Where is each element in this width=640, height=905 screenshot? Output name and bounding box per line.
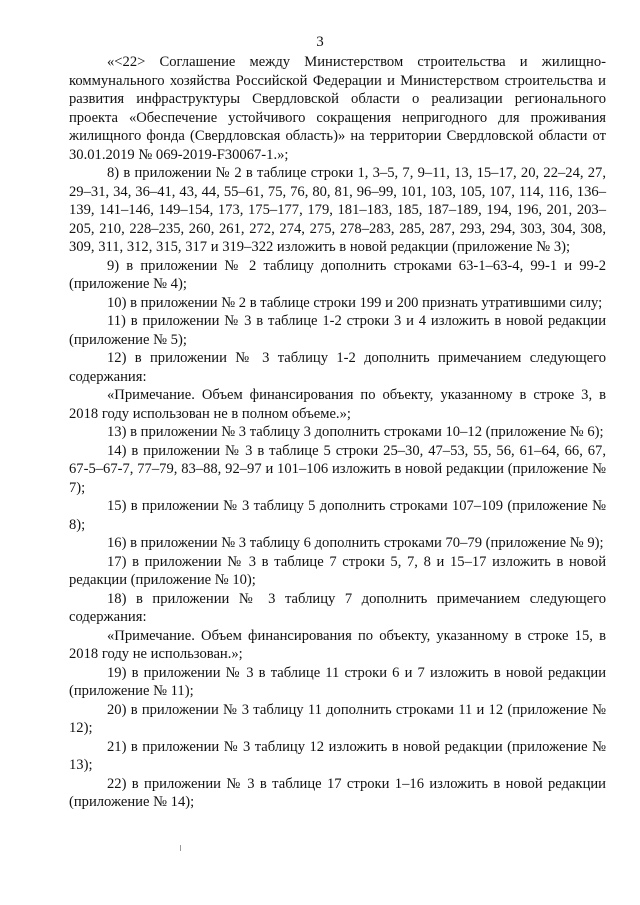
scan-artifact	[180, 845, 181, 851]
paragraph-item-19: 19) в приложении № 3 в таблице 11 строки 6 и 7 изложить в новой редакции (приложение № 11);	[69, 664, 606, 699]
paragraph-item-15: 15) в приложении № 3 таблицу 5 дополнить строками 107–109 (приложение № 8);	[69, 498, 606, 533]
paragraph-item-12: 12) в приложении № 3 таблицу 1-2 дополнить примечанием следующего содержания:	[69, 350, 606, 385]
paragraph-note-2: «Примечание. Объем финансирования по объекту, указанному в строке 15, в 2018 году не использован.»;	[69, 627, 606, 662]
paragraph-item-17: 17) в приложении № 3 в таблице 7 строки 5, 7, 8 и 15–17 изложить в новой редакции (приложение № 10);	[69, 553, 606, 588]
paragraph-item-20: 20) в приложении № 3 таблицу 11 дополнить строками 11 и 12 (приложение № 12);	[69, 701, 606, 736]
paragraph-item-10: 10) в приложении № 2 в таблице строки 199 и 200 признать утратившими силу;	[107, 294, 603, 311]
paragraph-item-18: 18) в приложении № 3 таблицу 7 дополнить примечанием следующего содержания:	[69, 590, 606, 625]
document-body	[69, 53, 606, 812]
paragraph-item-21: 21) в приложении № 3 таблицу 12 изложить в новой редакции (приложение № 13);	[69, 738, 606, 773]
paragraph-item-16: 16) в приложении № 3 таблицу 6 дополнить строками 70–79 (приложение № 9);	[107, 535, 604, 551]
paragraph-item-8: 8) в приложении № 2 в таблице строки 1, 3–5, 7, 9–11, 13, 15–17, 20, 22–24, 27, 29–31, 34, 36–41, 43, 44, 55–61, 75, 76, 80, 81, 96–99, 101, 103, 105, 107, 114, 116, 136–139, 141–146, 149–154, 173, 175–177, 179, 181–183, 185, 187–189, 194, 196, 201, 203–205, 210, 228–235, 260, 261, 272, 274, 275, 278–283, 285, 287, 293, 294, 303, 304, 308, 309, 311, 312, 315, 317 и 319–322 изложить в новой редакции (приложение № 3);	[69, 165, 606, 255]
paragraph-note-1: «Примечание. Объем финансирования по объекту, указанному в строке 3, в 2018 году использован не в полном объеме.»;	[69, 387, 606, 422]
paragraph-item-11: 11) в приложении № 3 в таблице 1-2 строки 3 и 4 изложить в новой редакции (приложение № 5);	[69, 313, 606, 348]
page-number: 3	[316, 34, 324, 50]
paragraph-item-22: 22) в приложении № 3 в таблице 17 строки 1–16 изложить в новой редакции (приложение № 14);	[69, 775, 606, 810]
paragraph-item-9: 9) в приложении № 2 таблицу дополнить строками 63-1–63-4, 99-1 и 99-2 (приложение № 4);	[69, 257, 606, 292]
paragraph-item-13: 13) в приложении № 3 таблицу 3 дополнить строками 10–12 (приложение № 6);	[107, 424, 604, 440]
paragraph-item-14: 14) в приложении № 3 в таблице 5 строки 25–30, 47–53, 55, 56, 61–64, 66, 67, 67-5–67-7, 77–79, 83–88, 92–97 и 101–106 изложить в новой редакции (приложение № 7);	[69, 442, 606, 496]
paragraph-agreement-footnote: «<22> Соглашение между Министерством строительства и жилищно-коммунального хозяйства Российской Федерации и Министерством строительства и развития инфраструктуры Свердловской области о реализации регионального проекта «Обеспечение устойчивого сокращения непригодного для проживания жилищного фонда (Свердловская область)» на территории Свердловской области от 30.01.2019 № 069-2019-F30067-1.»;	[69, 54, 606, 163]
